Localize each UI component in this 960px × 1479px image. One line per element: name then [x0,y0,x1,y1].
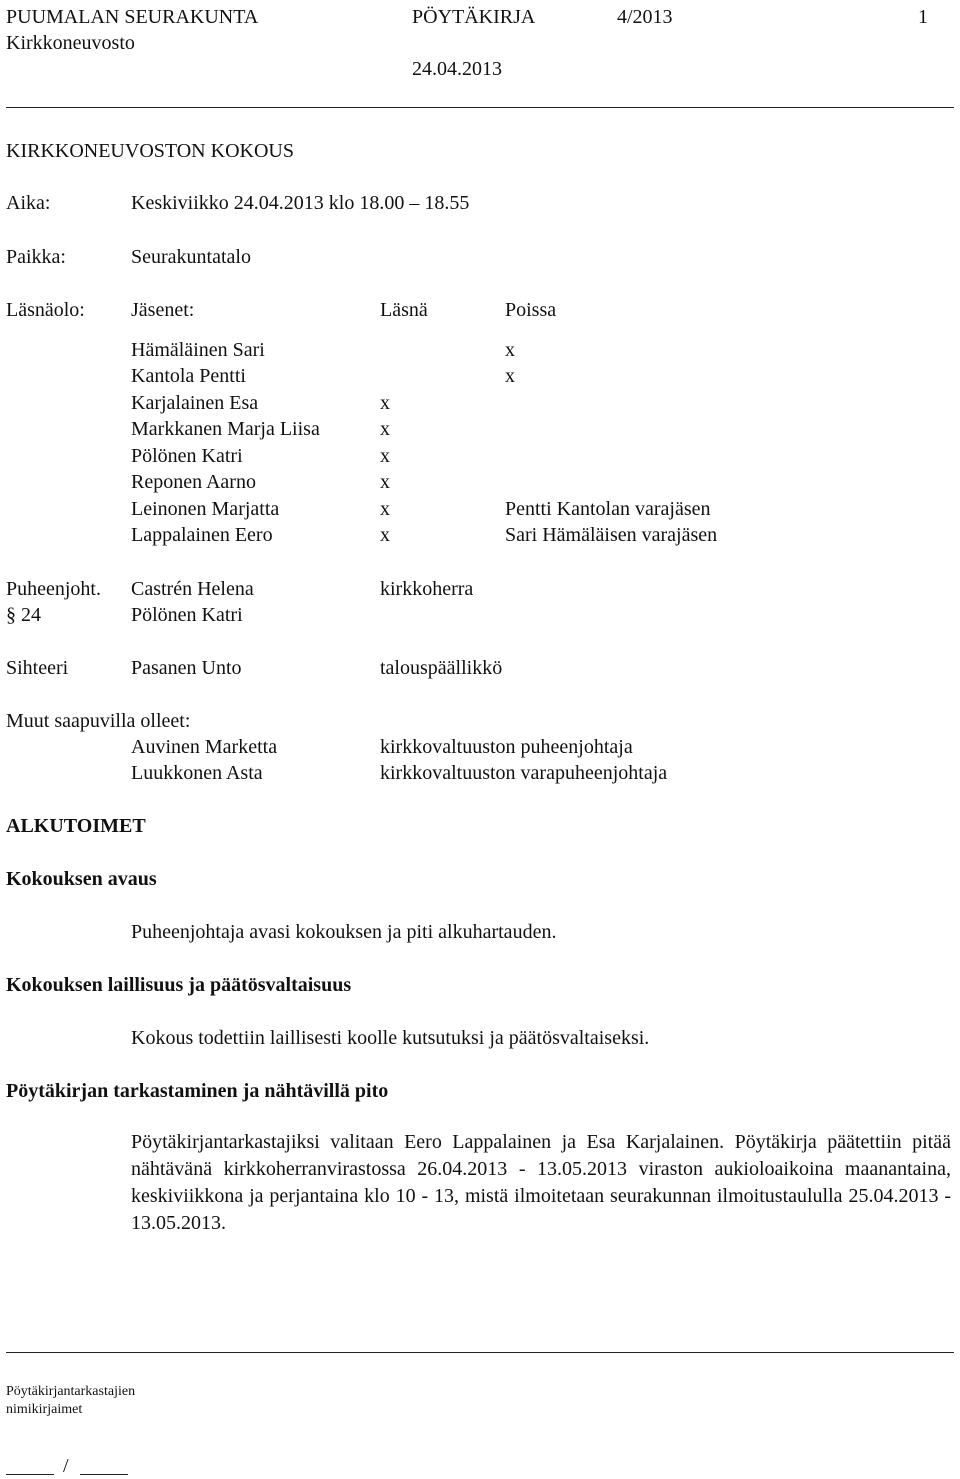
member-absent-mark: x [505,339,515,361]
section-heading-alkutoimet: ALKUTOIMET [6,815,146,837]
member-name: Karjalainen Esa [131,392,259,414]
minutes-text: Pöytäkirjantarkastajiksi valitaan Eero Lappalainen ja Esa Karjalainen. Pöytäkirja päätettiin pitää nähtävänä kirkkoherranvirastossa 26.04.2013 - 13.05.2013 viraston aukioloaikoina maanantaina, keskiviikkona ja perjantaina klo 10 - 13, mistä ilmoitetaan seurakunnan ilmoitustaululla 25.04.2013 - 13.05.2013. [131,1131,951,1234]
other-person-name: Luukkonen Asta [131,762,263,784]
attendance-label: Läsnäolo: [6,299,85,321]
member-substitute-note: Pentti Kantolan varajäsen [505,498,711,520]
other-person-role: kirkkovaltuuston varapuheenjohtaja [380,762,668,784]
other-person-name: Auvinen Marketta [131,736,278,758]
body-name: Kirkkoneuvosto [6,32,135,54]
member-name: Hämäläinen Sari [131,339,265,361]
section-chair-name: Pölönen Katri [131,604,243,626]
footer-rule [6,1352,954,1353]
member-present-mark: x [380,392,390,414]
time-label: Aika: [6,192,51,214]
member-name: Reponen Aarno [131,471,256,493]
initials-blank-right [80,1474,128,1475]
member-name: Leinonen Marjatta [131,498,280,520]
member-substitute-note: Sari Hämäläisen varajäsen [505,524,718,546]
footer-initials-label-2: nimikirjaimet [6,1402,83,1417]
member-name: Kantola Pentti [131,365,246,387]
secretary-role: talouspäällikkö [380,657,503,679]
member-name: Pölönen Katri [131,445,243,467]
absent-header: Poissa [505,299,557,321]
opening-heading: Kokouksen avaus [6,868,157,890]
header-rule [6,107,954,108]
document-date: 24.04.2013 [412,58,502,80]
member-present-mark: x [380,471,390,493]
member-present-mark: x [380,498,390,520]
document-type: PÖYTÄKIRJA [412,6,536,28]
minutes-heading: Pöytäkirjan tarkastaminen ja nähtävillä pito [6,1080,389,1102]
legality-heading: Kokouksen laillisuus ja päätösvaltaisuus [6,974,352,996]
organization-name: PUUMALAN SEURAKUNTA [6,6,259,28]
opening-text: Puheenjohtaja avasi kokouksen ja piti alkuhartauden. [131,921,557,943]
others-label: Muut saapuvilla olleet: [6,710,191,732]
member-absent-mark: x [505,365,515,387]
place-label: Paikka: [6,246,66,268]
initials-separator: / [63,1455,69,1477]
member-name: Markkanen Marja Liisa [131,418,320,440]
member-present-mark: x [380,445,390,467]
footer-initials-label: Pöytäkirjantarkastajien [6,1384,136,1399]
meeting-title: KIRKKONEUVOSTON KOKOUS [6,140,294,162]
chair-name: Castrén Helena [131,578,254,600]
member-present-mark: x [380,418,390,440]
chair-role: kirkkoherra [380,578,474,600]
secretary-label: Sihteeri [6,657,69,679]
document-number: 4/2013 [617,6,673,28]
present-header: Läsnä [380,299,428,321]
chair-label: Puheenjoht. [6,578,101,600]
section-reference: § 24 [6,604,41,626]
legality-text: Kokous todettiin laillisesti koolle kutsutuksi ja päätösvaltaiseksi. [131,1027,650,1049]
other-person-role: kirkkovaltuuston puheenjohtaja [380,736,633,758]
members-header: Jäsenet: [131,299,195,321]
secretary-name: Pasanen Unto [131,657,242,679]
place-value: Seurakuntatalo [131,246,251,268]
member-name: Lappalainen Eero [131,524,273,546]
time-value: Keskiviikko 24.04.2013 klo 18.00 – 18.55 [131,192,470,214]
page-number: 1 [918,6,928,28]
member-present-mark: x [380,524,390,546]
initials-blank-left [6,1474,54,1475]
